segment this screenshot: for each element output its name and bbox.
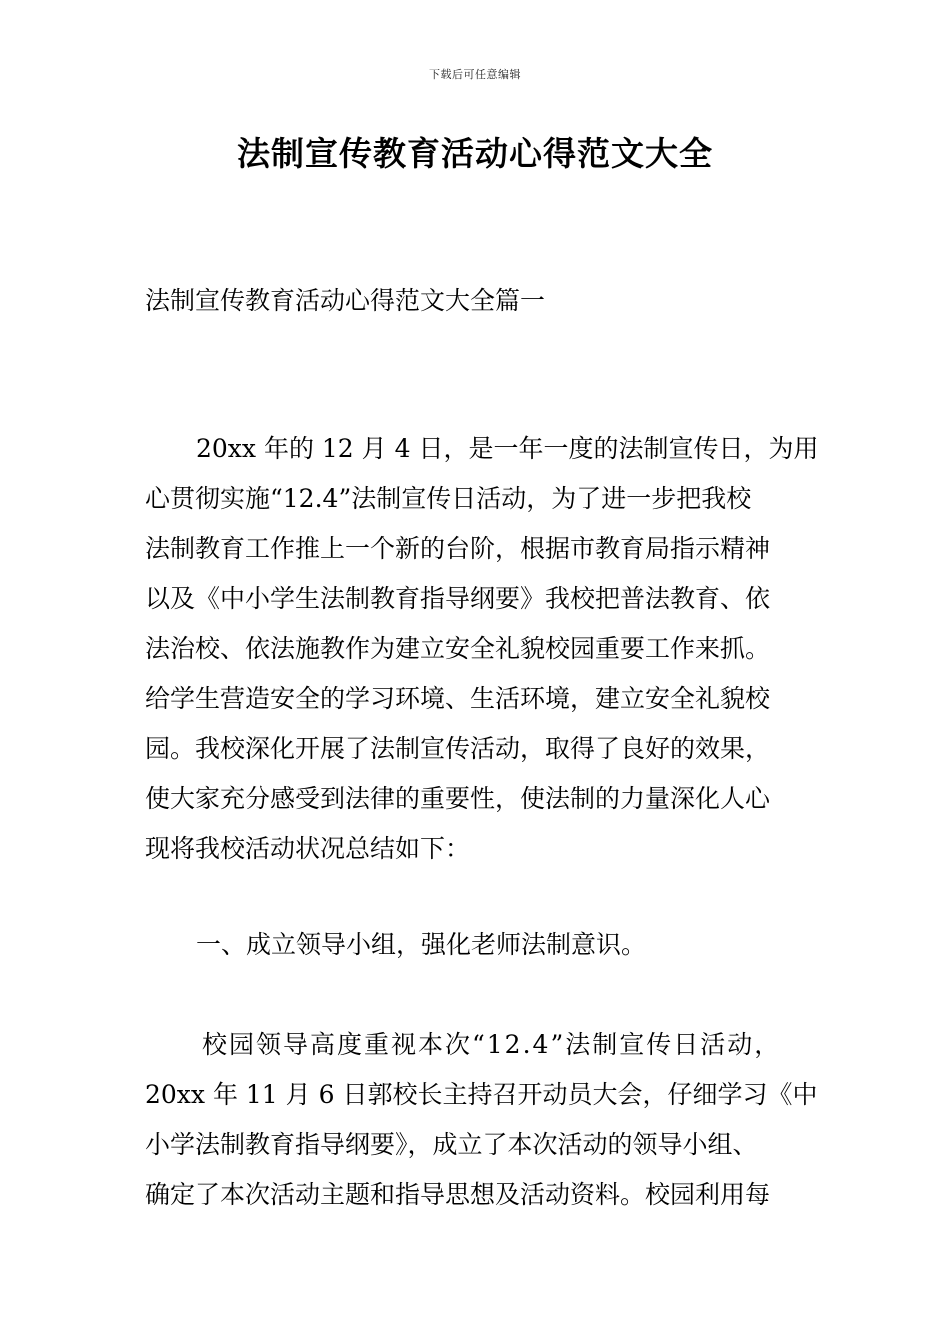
paragraph-line: 校园领导高度重视本次“12.4”法制宣传日活动， xyxy=(202,1030,782,1059)
paragraph-line: 法治校、依法施教作为建立安全礼貌校园重要工作来抓。 xyxy=(145,634,771,663)
subheading-1: 一、成立领导小组，强化老师法制意识。 xyxy=(196,930,647,959)
paragraph-line: 心贯彻实施“12.4”法制宣传日活动，为了进一步把我校 xyxy=(145,484,752,513)
paragraph-line: 确定了本次活动主题和指导思想及活动资料。校园利用每 xyxy=(145,1180,771,1209)
paragraph-line: 20xx 年 11 月 6 日郭校长主持召开动员大会，仔细学习《中 xyxy=(145,1080,818,1109)
paragraph-line: 给学生营造安全的学习环境、生活环境，建立安全礼貌校 xyxy=(145,684,771,713)
paragraph-line: 20xx 年的 12 月 4 日，是一年一度的法制宣传日，为用 xyxy=(196,434,819,463)
section-title: 法制宣传教育活动心得范文大全篇一 xyxy=(145,286,546,315)
paragraph-line: 现将我校活动状况总结如下： xyxy=(145,834,471,863)
header-note: 下载后可任意编辑 xyxy=(429,68,521,81)
paragraph-1 xyxy=(145,424,819,874)
paragraph-2 xyxy=(145,1020,818,1220)
paragraph-line: 使大家充分感受到法律的重要性，使法制的力量深化人心 xyxy=(145,784,771,813)
paragraph-line: 园。我校深化开展了法制宣传活动，取得了良好的效果， xyxy=(145,734,771,763)
paragraph-line: 小学法制教育指导纲要》，成立了本次活动的领导小组、 xyxy=(145,1130,758,1159)
paragraph-line: 以及《中小学生法制教育指导纲要》我校把普法教育、依 xyxy=(145,584,771,613)
document-title: 法制宣传教育活动心得范文大全 xyxy=(237,134,713,173)
paragraph-line: 法制教育工作推上一个新的台阶，根据市教育局指示精神 xyxy=(145,534,771,563)
